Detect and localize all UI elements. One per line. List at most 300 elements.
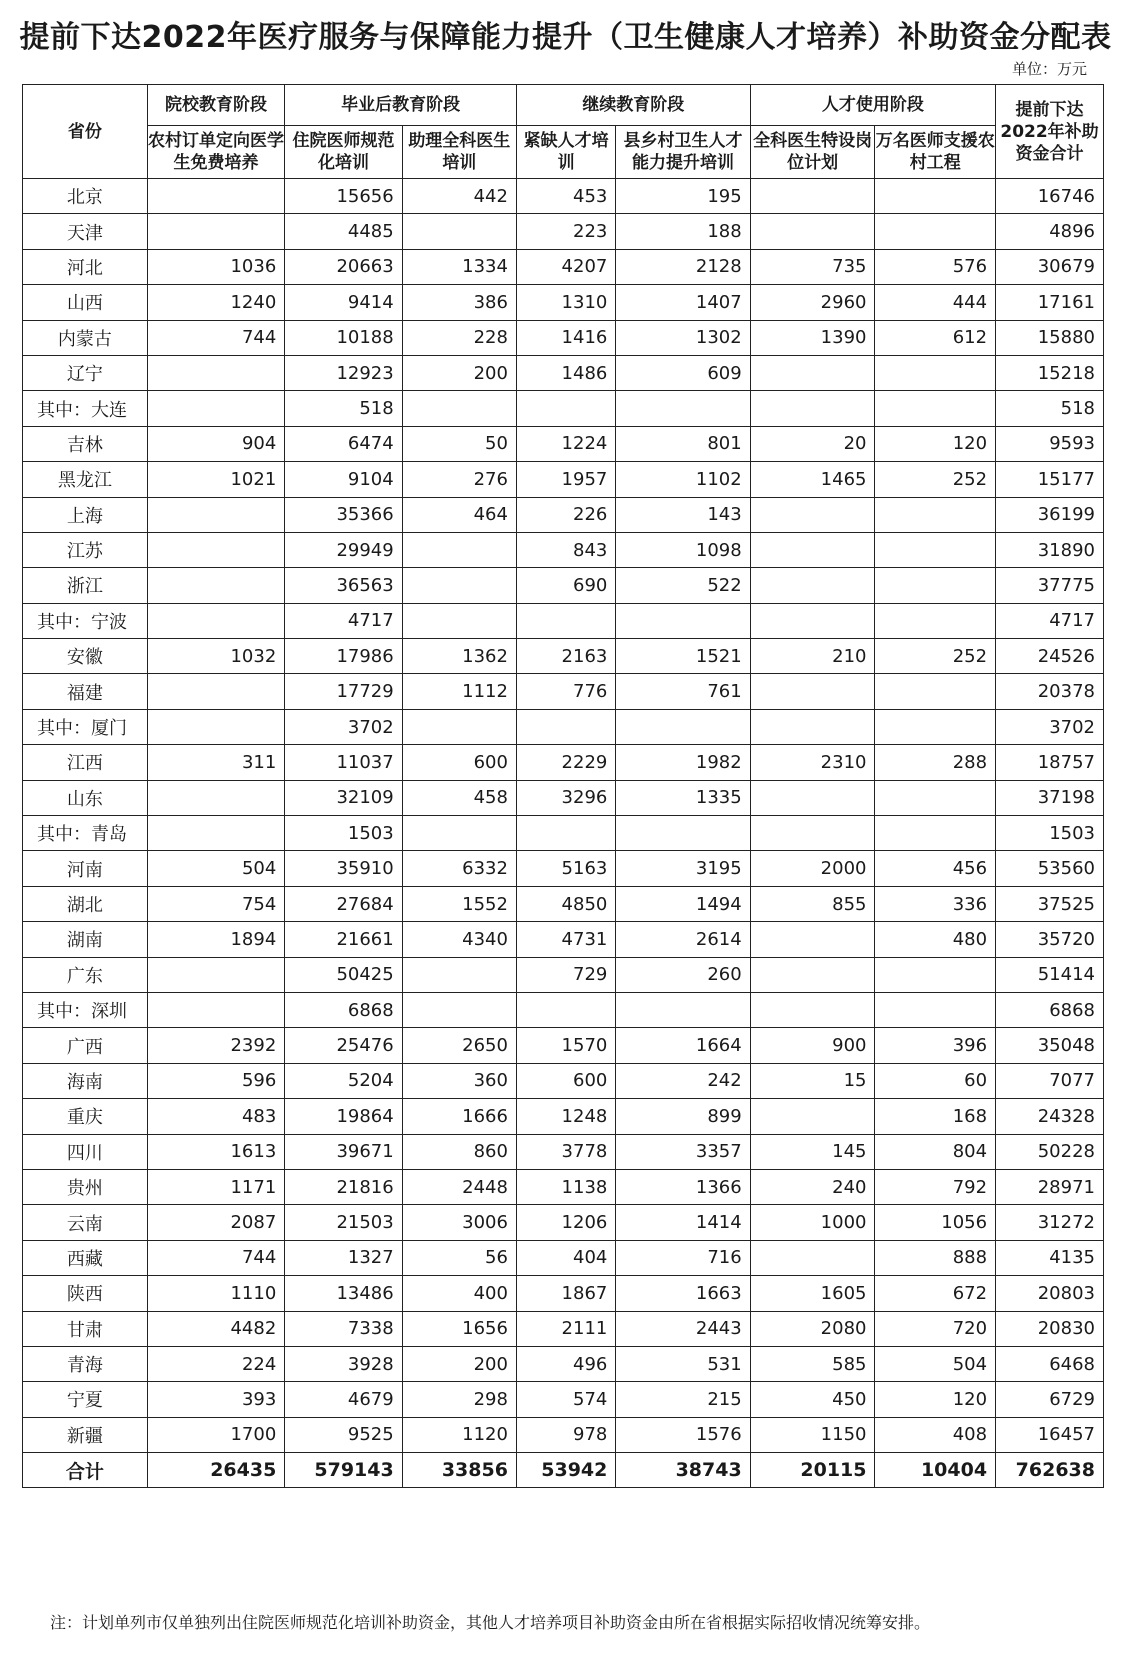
total-value-cell: 26435 [147, 1453, 285, 1488]
value-cell: 1894 [147, 922, 285, 957]
header-group-talent: 人才使用阶段 [750, 85, 995, 126]
value-cell [616, 391, 750, 426]
value-cell: 200 [402, 355, 516, 390]
value-cell [402, 709, 516, 744]
value-cell: 2960 [750, 285, 875, 320]
value-cell: 6468 [996, 1346, 1104, 1381]
value-cell [750, 179, 875, 214]
table-row [23, 674, 1104, 709]
value-cell: 1503 [996, 816, 1104, 851]
value-cell: 200 [402, 1346, 516, 1381]
value-cell: 1120 [402, 1417, 516, 1452]
value-cell: 4482 [147, 1311, 285, 1346]
value-cell: 260 [616, 957, 750, 992]
table-body [23, 179, 1104, 1488]
value-cell [147, 674, 285, 709]
total-value-cell: 38743 [616, 1453, 750, 1488]
value-cell: 458 [402, 780, 516, 815]
value-cell: 1494 [616, 886, 750, 921]
value-cell: 2111 [516, 1311, 615, 1346]
value-cell: 9593 [996, 426, 1104, 461]
value-cell: 3357 [616, 1134, 750, 1169]
total-value-cell: 20115 [750, 1453, 875, 1488]
value-cell: 21503 [285, 1205, 402, 1240]
province-cell: 其中：深圳 [23, 992, 148, 1027]
province-cell: 重庆 [23, 1099, 148, 1134]
value-cell [875, 674, 996, 709]
table-row [23, 992, 1104, 1027]
value-cell: 9104 [285, 462, 402, 497]
value-cell: 4679 [285, 1382, 402, 1417]
value-cell [750, 992, 875, 1027]
value-cell: 1102 [616, 462, 750, 497]
unit-label: 单位：万元 [1011, 60, 1087, 78]
value-cell: 904 [147, 426, 285, 461]
value-cell: 1656 [402, 1311, 516, 1346]
value-cell: 1021 [147, 462, 285, 497]
value-cell: 252 [875, 462, 996, 497]
value-cell [875, 355, 996, 390]
total-row [23, 1453, 1104, 1488]
value-cell: 6332 [402, 851, 516, 886]
value-cell: 35720 [996, 922, 1104, 957]
province-cell: 福建 [23, 674, 148, 709]
value-cell [147, 497, 285, 532]
value-cell: 1486 [516, 355, 615, 390]
value-cell [875, 603, 996, 638]
header-rural-order: 农村订单定向医学生免费培养 [147, 126, 285, 179]
province-cell: 河北 [23, 249, 148, 284]
value-cell: 195 [616, 179, 750, 214]
value-cell: 735 [750, 249, 875, 284]
value-cell [875, 532, 996, 567]
value-cell: 240 [750, 1169, 875, 1204]
value-cell: 792 [875, 1169, 996, 1204]
value-cell: 39671 [285, 1134, 402, 1169]
value-cell [147, 355, 285, 390]
value-cell: 4731 [516, 922, 615, 957]
table-row [23, 214, 1104, 249]
value-cell: 1362 [402, 639, 516, 674]
value-cell [750, 214, 875, 249]
value-cell: 31272 [996, 1205, 1104, 1240]
value-cell [147, 780, 285, 815]
value-cell: 21816 [285, 1169, 402, 1204]
total-value-cell: 762638 [996, 1453, 1104, 1488]
value-cell: 3702 [996, 709, 1104, 744]
value-cell: 596 [147, 1063, 285, 1098]
value-cell: 504 [147, 851, 285, 886]
province-cell: 江西 [23, 745, 148, 780]
value-cell: 17729 [285, 674, 402, 709]
value-cell: 24328 [996, 1099, 1104, 1134]
value-cell [750, 1099, 875, 1134]
total-label: 合计 [23, 1453, 148, 1488]
value-cell [875, 992, 996, 1027]
table-row [23, 1311, 1104, 1346]
value-cell: 1521 [616, 639, 750, 674]
value-cell [516, 816, 615, 851]
value-cell: 4717 [996, 603, 1104, 638]
value-cell [516, 992, 615, 1027]
value-cell [750, 922, 875, 957]
value-cell: 360 [402, 1063, 516, 1098]
value-cell: 224 [147, 1346, 285, 1381]
value-cell: 37198 [996, 780, 1104, 815]
value-cell: 504 [875, 1346, 996, 1381]
value-cell: 1206 [516, 1205, 615, 1240]
value-cell: 729 [516, 957, 615, 992]
value-cell: 2392 [147, 1028, 285, 1063]
value-cell: 3195 [616, 851, 750, 886]
value-cell [875, 568, 996, 603]
value-cell: 1576 [616, 1417, 750, 1452]
value-cell [616, 709, 750, 744]
value-cell: 1503 [285, 816, 402, 851]
value-cell: 4207 [516, 249, 615, 284]
allocation-table [22, 84, 1104, 1488]
value-cell: 2080 [750, 1311, 875, 1346]
value-cell [402, 214, 516, 249]
value-cell: 483 [147, 1099, 285, 1134]
value-cell [750, 957, 875, 992]
value-cell: 50 [402, 426, 516, 461]
value-cell: 19864 [285, 1099, 402, 1134]
value-cell [750, 603, 875, 638]
value-cell: 860 [402, 1134, 516, 1169]
value-cell: 276 [402, 462, 516, 497]
value-cell: 311 [147, 745, 285, 780]
header-group-continuing: 继续教育阶段 [516, 85, 750, 126]
province-cell: 上海 [23, 497, 148, 532]
value-cell: 29949 [285, 532, 402, 567]
value-cell: 1552 [402, 886, 516, 921]
value-cell [875, 391, 996, 426]
value-cell [875, 957, 996, 992]
value-cell [750, 816, 875, 851]
table-row [23, 249, 1104, 284]
value-cell: 5163 [516, 851, 615, 886]
value-cell [516, 603, 615, 638]
value-cell: 393 [147, 1382, 285, 1417]
value-cell: 16457 [996, 1417, 1104, 1452]
table-row [23, 355, 1104, 390]
value-cell: 453 [516, 179, 615, 214]
value-cell: 6729 [996, 1382, 1104, 1417]
value-cell [147, 391, 285, 426]
value-cell: 1171 [147, 1169, 285, 1204]
table-row [23, 462, 1104, 497]
province-cell: 湖南 [23, 922, 148, 957]
table-row [23, 1169, 1104, 1204]
value-cell: 978 [516, 1417, 615, 1452]
value-cell: 6474 [285, 426, 402, 461]
table-row [23, 603, 1104, 638]
value-cell: 4340 [402, 922, 516, 957]
value-cell: 20830 [996, 1311, 1104, 1346]
value-cell: 223 [516, 214, 615, 249]
value-cell: 2650 [402, 1028, 516, 1063]
value-cell: 2448 [402, 1169, 516, 1204]
total-value-cell: 53942 [516, 1453, 615, 1488]
value-cell: 16746 [996, 179, 1104, 214]
value-cell: 574 [516, 1382, 615, 1417]
value-cell: 1056 [875, 1205, 996, 1240]
value-cell: 518 [996, 391, 1104, 426]
value-cell: 522 [616, 568, 750, 603]
value-cell: 7077 [996, 1063, 1104, 1098]
value-cell: 31890 [996, 532, 1104, 567]
table-row [23, 851, 1104, 886]
value-cell: 386 [402, 285, 516, 320]
value-cell [147, 709, 285, 744]
value-cell: 2443 [616, 1311, 750, 1346]
province-cell: 贵州 [23, 1169, 148, 1204]
table-row [23, 1134, 1104, 1169]
value-cell: 28971 [996, 1169, 1104, 1204]
value-cell: 17986 [285, 639, 402, 674]
value-cell: 35910 [285, 851, 402, 886]
value-cell: 843 [516, 532, 615, 567]
value-cell: 600 [402, 745, 516, 780]
value-cell: 1390 [750, 320, 875, 355]
table-row [23, 639, 1104, 674]
table-row [23, 179, 1104, 214]
table-row [23, 1028, 1104, 1063]
table-row [23, 745, 1104, 780]
value-cell: 215 [616, 1382, 750, 1417]
table-row [23, 709, 1104, 744]
value-cell [875, 497, 996, 532]
value-cell [147, 532, 285, 567]
value-cell: 612 [875, 320, 996, 355]
value-cell: 9414 [285, 285, 402, 320]
value-cell: 145 [750, 1134, 875, 1169]
value-cell: 1982 [616, 745, 750, 780]
province-cell: 浙江 [23, 568, 148, 603]
value-cell: 6868 [996, 992, 1104, 1027]
value-cell: 3778 [516, 1134, 615, 1169]
value-cell: 188 [616, 214, 750, 249]
value-cell [402, 568, 516, 603]
value-cell: 2310 [750, 745, 875, 780]
value-cell: 1000 [750, 1205, 875, 1240]
value-cell: 1414 [616, 1205, 750, 1240]
value-cell [750, 1240, 875, 1275]
value-cell: 298 [402, 1382, 516, 1417]
value-cell: 35048 [996, 1028, 1104, 1063]
header-shortage: 紧缺人才培训 [516, 126, 615, 179]
value-cell: 30679 [996, 249, 1104, 284]
value-cell: 600 [516, 1063, 615, 1098]
value-cell: 690 [516, 568, 615, 603]
value-cell: 228 [402, 320, 516, 355]
province-cell: 安徽 [23, 639, 148, 674]
value-cell: 60 [875, 1063, 996, 1098]
value-cell: 1867 [516, 1276, 615, 1311]
value-cell: 744 [147, 320, 285, 355]
value-cell: 1327 [285, 1240, 402, 1275]
value-cell: 576 [875, 249, 996, 284]
value-cell: 1334 [402, 249, 516, 284]
value-cell [402, 532, 516, 567]
value-cell: 1112 [402, 674, 516, 709]
value-cell: 585 [750, 1346, 875, 1381]
value-cell: 3006 [402, 1205, 516, 1240]
province-cell: 北京 [23, 179, 148, 214]
value-cell: 4485 [285, 214, 402, 249]
province-cell: 海南 [23, 1063, 148, 1098]
value-cell: 1335 [616, 780, 750, 815]
value-cell: 1248 [516, 1099, 615, 1134]
value-cell: 120 [875, 1382, 996, 1417]
value-cell: 210 [750, 639, 875, 674]
value-cell: 15 [750, 1063, 875, 1098]
value-cell: 50228 [996, 1134, 1104, 1169]
value-cell: 1138 [516, 1169, 615, 1204]
table-row [23, 532, 1104, 567]
value-cell [147, 179, 285, 214]
value-cell: 1302 [616, 320, 750, 355]
value-cell [147, 816, 285, 851]
province-cell: 宁夏 [23, 1382, 148, 1417]
value-cell: 3928 [285, 1346, 402, 1381]
table-row [23, 1099, 1104, 1134]
value-cell: 9525 [285, 1417, 402, 1452]
table-row [23, 816, 1104, 851]
value-cell [750, 497, 875, 532]
table-row [23, 957, 1104, 992]
province-cell: 黑龙江 [23, 462, 148, 497]
value-cell: 4135 [996, 1240, 1104, 1275]
value-cell: 761 [616, 674, 750, 709]
value-cell: 4896 [996, 214, 1104, 249]
value-cell: 32109 [285, 780, 402, 815]
province-cell: 天津 [23, 214, 148, 249]
value-cell: 288 [875, 745, 996, 780]
value-cell: 404 [516, 1240, 615, 1275]
value-cell: 15177 [996, 462, 1104, 497]
value-cell [750, 355, 875, 390]
value-cell: 1310 [516, 285, 615, 320]
value-cell: 1150 [750, 1417, 875, 1452]
province-cell: 西藏 [23, 1240, 148, 1275]
value-cell: 464 [402, 497, 516, 532]
value-cell: 37525 [996, 886, 1104, 921]
value-cell: 1605 [750, 1276, 875, 1311]
value-cell: 754 [147, 886, 285, 921]
value-cell [147, 992, 285, 1027]
table-row [23, 426, 1104, 461]
table-row [23, 780, 1104, 815]
province-cell: 江苏 [23, 532, 148, 567]
value-cell: 1224 [516, 426, 615, 461]
value-cell [750, 780, 875, 815]
table-row [23, 886, 1104, 921]
value-cell: 12923 [285, 355, 402, 390]
value-cell: 20378 [996, 674, 1104, 709]
total-value-cell: 579143 [285, 1453, 402, 1488]
value-cell [147, 568, 285, 603]
value-cell: 1700 [147, 1417, 285, 1452]
province-cell: 广东 [23, 957, 148, 992]
value-cell [875, 780, 996, 815]
value-cell: 51414 [996, 957, 1104, 992]
province-cell: 其中：大连 [23, 391, 148, 426]
value-cell: 4717 [285, 603, 402, 638]
value-cell: 609 [616, 355, 750, 390]
footnote: 注：计划单列市仅单独列出住院医师规范化培训补助资金，其他人才培养项目补助资金由所在省根据实际招收情况统筹安排。 [50, 1613, 931, 1632]
value-cell: 744 [147, 1240, 285, 1275]
value-cell: 1957 [516, 462, 615, 497]
value-cell: 2229 [516, 745, 615, 780]
value-cell: 53560 [996, 851, 1104, 886]
value-cell: 480 [875, 922, 996, 957]
province-cell: 甘肃 [23, 1311, 148, 1346]
value-cell: 1613 [147, 1134, 285, 1169]
value-cell: 716 [616, 1240, 750, 1275]
value-cell: 1664 [616, 1028, 750, 1063]
header-province: 省份 [23, 85, 148, 179]
header-gp-special: 全科医生特设岗位计划 [750, 126, 875, 179]
value-cell: 1666 [402, 1099, 516, 1134]
table-row [23, 1276, 1104, 1311]
value-cell: 3296 [516, 780, 615, 815]
province-cell: 其中：厦门 [23, 709, 148, 744]
value-cell: 20803 [996, 1276, 1104, 1311]
value-cell [402, 992, 516, 1027]
value-cell: 888 [875, 1240, 996, 1275]
value-cell: 1098 [616, 532, 750, 567]
value-cell: 13486 [285, 1276, 402, 1311]
table-row [23, 922, 1104, 957]
value-cell [402, 957, 516, 992]
value-cell: 720 [875, 1311, 996, 1346]
value-cell: 18757 [996, 745, 1104, 780]
value-cell: 2087 [147, 1205, 285, 1240]
value-cell: 37775 [996, 568, 1104, 603]
province-cell: 山西 [23, 285, 148, 320]
value-cell: 1407 [616, 285, 750, 320]
value-cell: 242 [616, 1063, 750, 1098]
value-cell [750, 391, 875, 426]
value-cell: 531 [616, 1346, 750, 1381]
value-cell [616, 603, 750, 638]
value-cell: 17161 [996, 285, 1104, 320]
value-cell: 442 [402, 179, 516, 214]
table-row [23, 568, 1104, 603]
value-cell: 143 [616, 497, 750, 532]
value-cell: 15656 [285, 179, 402, 214]
value-cell: 15880 [996, 320, 1104, 355]
value-cell: 5204 [285, 1063, 402, 1098]
value-cell [402, 391, 516, 426]
value-cell [750, 568, 875, 603]
value-cell: 56 [402, 1240, 516, 1275]
total-value-cell: 10404 [875, 1453, 996, 1488]
value-cell: 408 [875, 1417, 996, 1452]
table-row [23, 1063, 1104, 1098]
header-group-postgrad: 毕业后教育阶段 [285, 85, 517, 126]
value-cell: 1036 [147, 249, 285, 284]
header-ten-thousand: 万名医师支援农村工程 [875, 126, 996, 179]
value-cell: 396 [875, 1028, 996, 1063]
value-cell: 1110 [147, 1276, 285, 1311]
value-cell: 450 [750, 1382, 875, 1417]
value-cell: 1570 [516, 1028, 615, 1063]
page-title: 提前下达2022年医疗服务与保障能力提升（卫生健康人才培养）补助资金分配表 [19, 20, 1112, 55]
value-cell [516, 391, 615, 426]
